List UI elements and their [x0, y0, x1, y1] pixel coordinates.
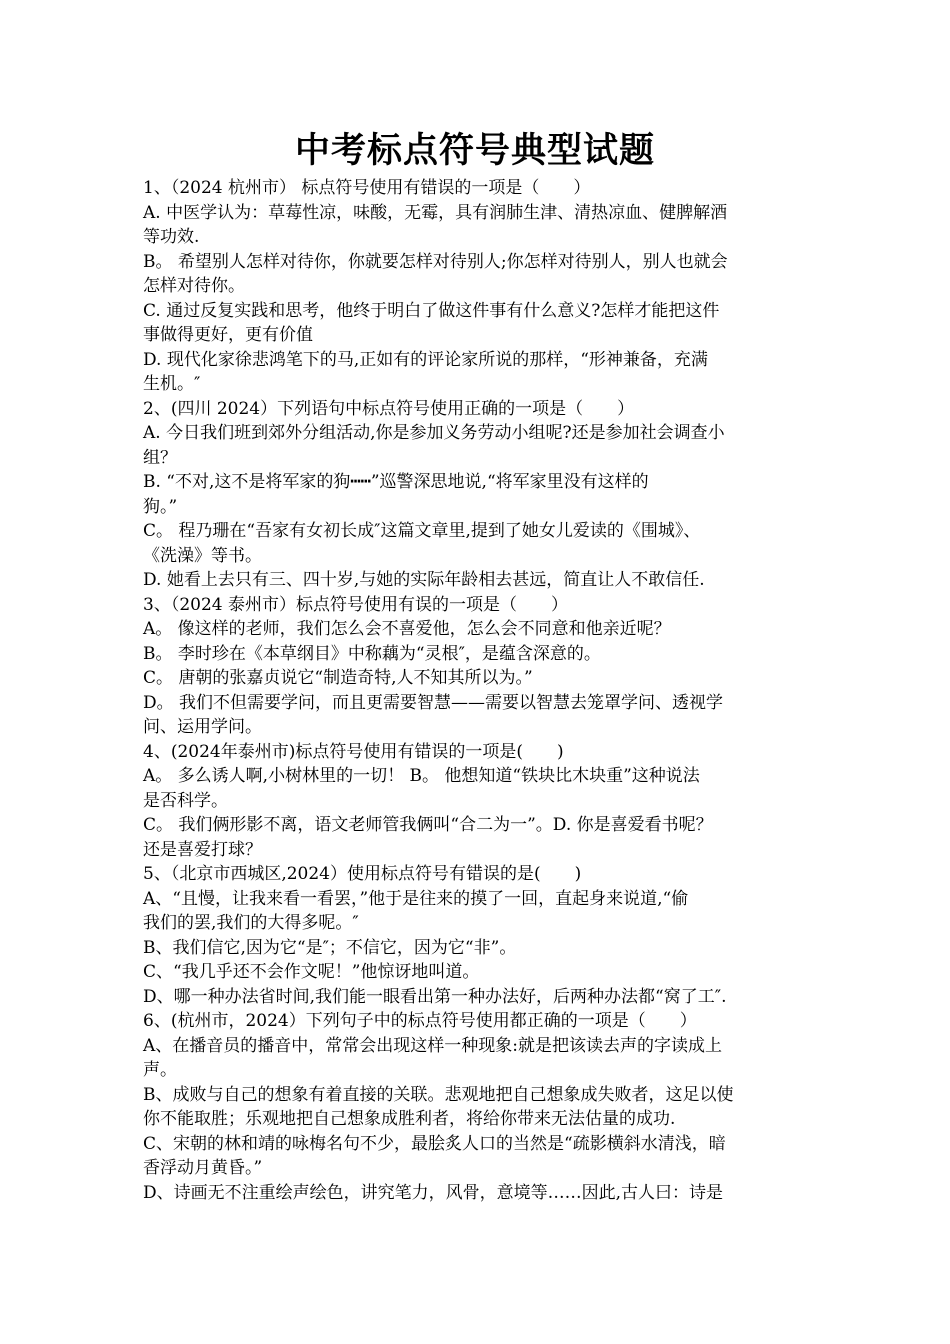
text-line: 组？ [143, 447, 177, 468]
document-body [143, 176, 813, 1205]
text-line: 声。 [143, 1060, 177, 1080]
text-line: 6、(杭州市，2024）下列句子中的标点符号使用都正确的一项是（ ） [143, 1011, 697, 1031]
text-line: D、哪一种办法省时间,我们能一眼看出第一种办法好，后两种办法都“窝了工″. [143, 986, 727, 1007]
text-line: 还是喜爱打球？ [143, 839, 262, 860]
text-line: 你不能取胜；乐观地把自己想象成胜利者，将给你带来无法估量的成功. [143, 1109, 676, 1129]
text-line: C、“我几乎还不会作文呢！”他惊讶地叫道。 [143, 962, 480, 982]
text-line: B. “不对,这不是将军家的狗┅┅”巡警深思地说,“将军家里没有这样的 [143, 472, 649, 492]
text-line: A。 像这样的老师，我们怎么会不喜爱他，怎么会不同意和他亲近呢？ [143, 619, 671, 639]
text-line: C。 程乃珊在“吾家有女初长成″这篇文章里,提到了她女儿爱读的《围城》、 [143, 521, 701, 541]
text-line: C. 通过反复实践和思考，他终于明白了做这件事有什么意义?怎样才能把这件 [143, 300, 720, 321]
text-line: C。 唐朝的张嘉贞说它“制造奇特,人不知其所以为。” [143, 668, 533, 688]
text-line: B、我们信它,因为它“是″；不信它，因为它“非”。 [143, 937, 517, 958]
text-line: A、在播音员的播音中，常常会出现这样一种现象:就是把该读去声的字读成上 [143, 1035, 723, 1056]
text-line: 3、（2024 泰州市）标点符号使用有误的一项是（ ） [143, 594, 568, 615]
text-line: 香浮动月黄昏。” [143, 1158, 263, 1178]
text-line: A. 今日我们班到郊外分组活动,你是参加义务劳动小组呢?还是参加社会调查小 [143, 423, 725, 443]
text-line: 事做得更好，更有价值 [143, 325, 313, 345]
text-line: C。 我们俩形影不离，语文老师管我俩叫“合二为一”。D. 你是喜爱看书呢？ [143, 815, 713, 835]
text-line: D。 我们不但需要学问，而且更需要智慧——需要以智慧去笼罩学问、透视学 [143, 692, 724, 713]
text-line: D、诗画无不注重绘声绘色，讲究笔力，风骨，意境等……因此,古人曰：诗是 [143, 1182, 724, 1203]
text-line: B。 李时珍在《本草纲目》中称藕为“灵根″，是蕴含深意的。 [143, 643, 601, 664]
text-line: A. 中医学认为：草莓性凉，味酸，无霉，具有润肺生津、清热凉血、健脾解酒 [143, 202, 728, 223]
text-line: 5、（北京市西城区,2024）使用标点符号有错误的是( ) [143, 864, 582, 884]
text-line: D. 她看上去只有三、四十岁,与她的实际年龄相去甚远，简直让人不敢信任. [143, 570, 705, 590]
text-line: 等功效. [143, 227, 200, 247]
text-line: 2、(四川 2024）下列语句中标点符号使用正确的一项是（ ） [143, 398, 635, 419]
text-line: 生机。″ [143, 374, 201, 394]
text-line: 我们的罢,我们的大得多呢。″ [143, 913, 359, 933]
text-line: 是否科学。 [143, 790, 228, 811]
text-line: B。 希望别人怎样对待你，你就要怎样对待别人;你怎样对待别人，别人也就会 [143, 251, 728, 272]
text-line: 《洗澡》等书。 [143, 545, 262, 566]
text-line: A。 多么诱人啊,小树林里的一切！ B。 他想知道“铁块比木块重”这种说法 [143, 766, 700, 786]
text-line: D. 现代化家徐悲鸿笔下的马,正如有的评论家所说的那样，“形神兼备，充满 [143, 349, 708, 370]
text-line: 4、(2024年泰州市)标点符号使用有错误的一项是( ) [143, 741, 564, 762]
text-line: A、“且慢，让我来看一看罢，”他于是往来的摸了一回，直起身来说道,“偷 [143, 888, 689, 909]
text-line: 狗。” [143, 496, 178, 517]
text-line: 问、运用学问。 [143, 717, 262, 737]
text-line: C、宋朝的林和靖的咏梅名句不少，最脍炙人口的当然是“疏影横斜水清浅，暗 [143, 1133, 726, 1154]
text-line: 怎样对待你。 [143, 276, 245, 296]
text-line: B、成败与自己的想象有着直接的关联。悲观地把自己想象成失败者，这足以使 [143, 1084, 734, 1105]
document-title: 中考标点符号典型试题 [294, 131, 655, 171]
text-line: 1、（2024 杭州市） 标点符号使用有错误的一项是（ ） [143, 178, 591, 198]
